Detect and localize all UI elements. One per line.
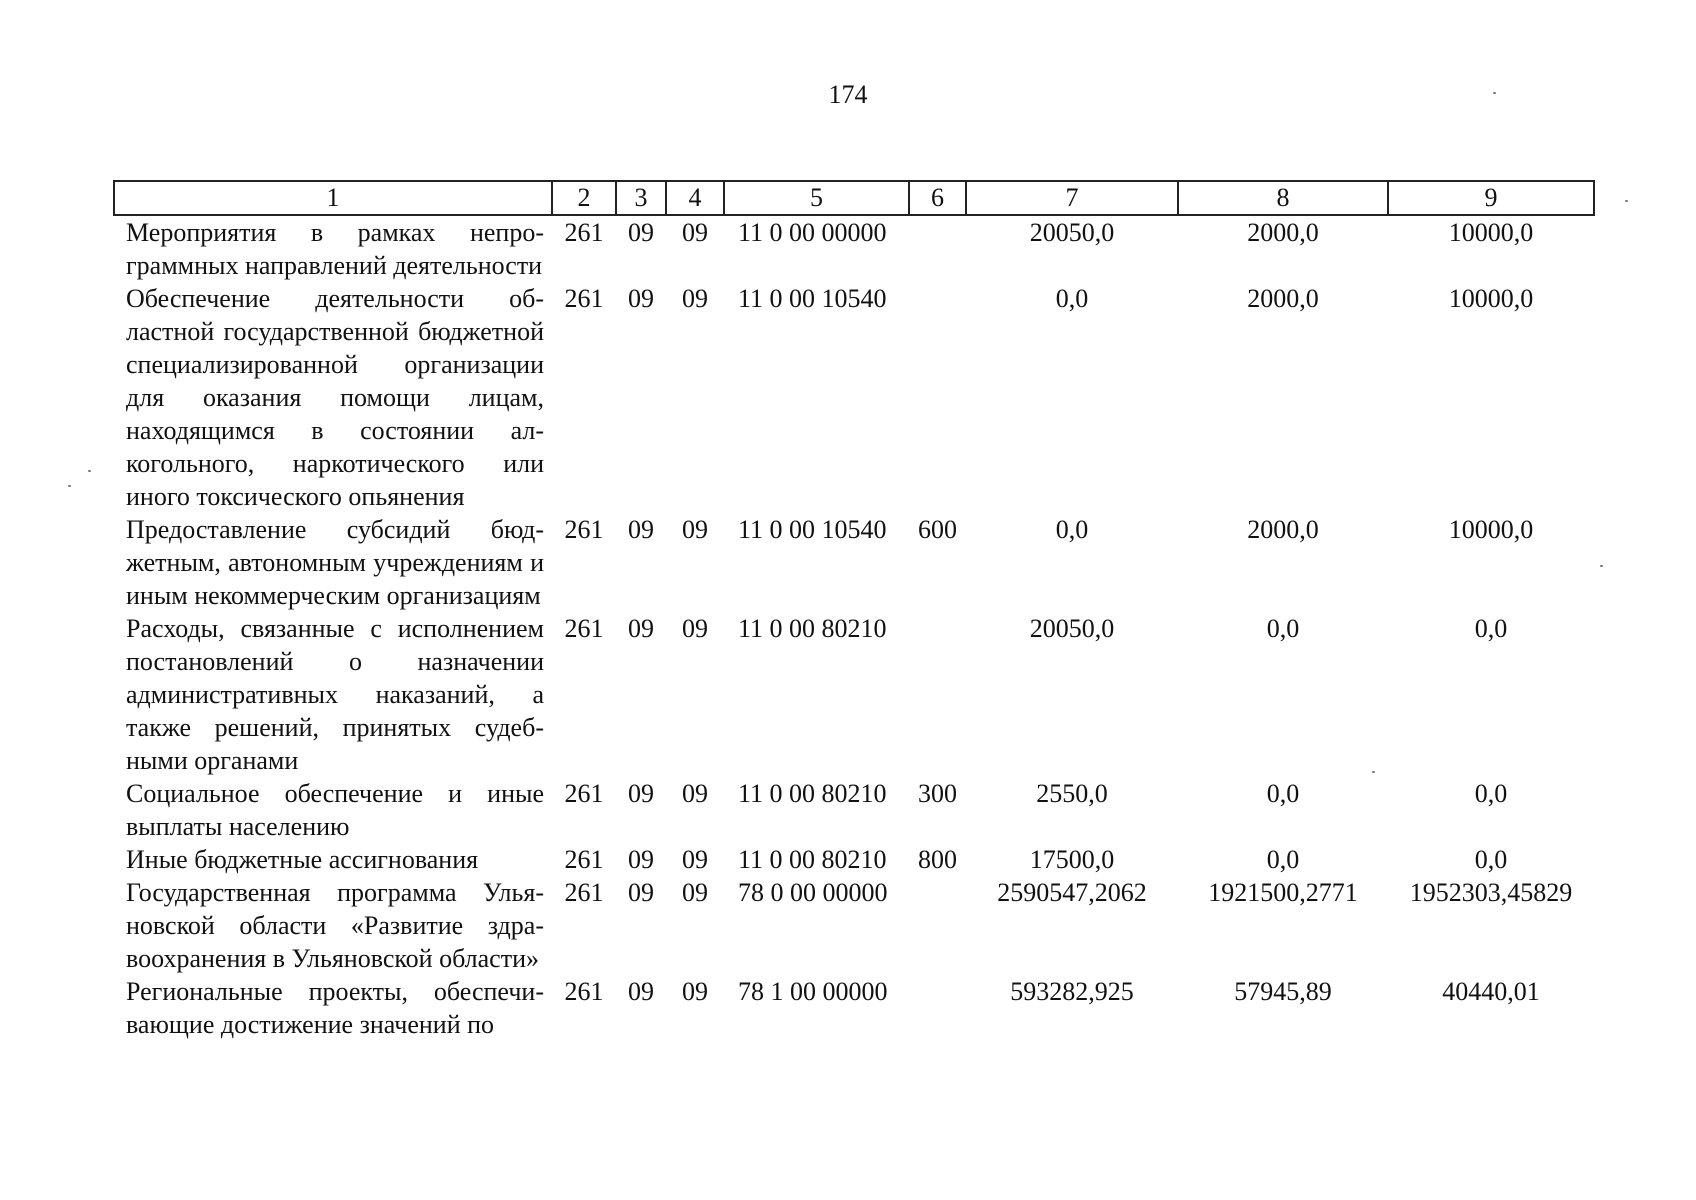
row-name: Расходы, связанные с исполнением постановлений о назначении административных наказаний, а также решений, принятых судебными органами [126,614,544,775]
row-amount-col8: 0,0 [1266,614,1300,643]
row-amount-col9: 10000,0 [1448,515,1534,544]
row-amount-col7: 2590547,2062 [997,878,1147,907]
row-expense-type [909,876,966,975]
table-row [114,215,1594,282]
row-target-code: 78 0 00 00000 [738,878,888,907]
scan-speck [88,470,91,472]
row-expense-type: 300 [918,779,957,808]
row-amount-col8: 1921500,2771 [1208,878,1358,907]
header-col-9: 9 [1388,181,1594,215]
row-section: 09 [628,218,654,247]
row-ministry-code: 261 [564,977,604,1006]
row-amount-col7: 593282,925 [1010,977,1134,1006]
row-subsection: 09 [682,845,708,874]
table-header [114,181,1594,215]
table-row [114,777,1594,843]
row-amount-col8: 2000,0 [1247,284,1319,313]
header-col-4: 4 [666,181,724,215]
row-ministry-code: 261 [564,878,604,907]
row-amount-col9: 40440,01 [1442,977,1540,1006]
scan-speck [1625,200,1628,202]
row-section: 09 [628,515,654,544]
row-name: Региональные проекты, обеспечивающие достижение значений по [126,977,544,1039]
row-ministry-code: 261 [564,614,604,643]
header-col-3: 3 [616,181,666,215]
row-expense-type [909,282,966,513]
row-expense-type: 800 [918,845,957,874]
budget-table [113,180,1595,1041]
row-expense-type [909,215,966,282]
table-row [114,513,1594,612]
row-subsection: 09 [682,779,708,808]
row-amount-col8: 0,0 [1266,845,1300,874]
row-name: Обеспечение деятельности областной государственной бюджетной специализированной организации для оказания помощи лицам, находящимся в состоянии алкогольного, наркотического или иного токсического опьянения [126,284,544,511]
row-name: Мероприятия в рамках непрограммных направлений деятельности [126,218,544,280]
row-target-code: 11 0 00 80210 [738,614,887,643]
row-target-code: 11 0 00 10540 [738,515,887,544]
row-ministry-code: 261 [564,284,604,313]
row-subsection: 09 [682,878,708,907]
row-subsection: 09 [682,284,708,313]
row-amount-col7: 0,0 [1055,284,1089,313]
row-expense-type [909,612,966,777]
row-section: 09 [628,977,654,1006]
row-amount-col7: 20050,0 [1029,218,1115,247]
row-ministry-code: 261 [564,218,604,247]
scan-speck [1372,771,1375,773]
row-amount-col9: 10000,0 [1448,218,1534,247]
header-col-7: 7 [966,181,1178,215]
row-ministry-code: 261 [564,515,604,544]
table-row [114,876,1594,975]
table-row [114,612,1594,777]
row-subsection: 09 [682,977,708,1006]
table-row [114,843,1594,876]
row-amount-col9: 1952303,45829 [1409,878,1573,907]
header-row [114,181,1594,215]
row-target-code: 78 1 00 00000 [738,977,888,1006]
row-amount-col9: 0,0 [1474,614,1508,643]
row-section: 09 [628,614,654,643]
row-target-code: 11 0 00 10540 [738,284,887,313]
row-amount-col7: 0,0 [1055,515,1089,544]
row-section: 09 [628,779,654,808]
row-amount-col9: 10000,0 [1448,284,1534,313]
row-amount-col8: 2000,0 [1247,218,1319,247]
table-row [114,282,1594,513]
row-amount-col7: 20050,0 [1029,614,1115,643]
row-amount-col9: 0,0 [1474,845,1508,874]
scan-speck [1600,565,1603,567]
table-body [114,215,1594,1041]
page-number: 174 [828,80,868,109]
header-col-6: 6 [909,181,966,215]
row-amount-col8: 2000,0 [1247,515,1319,544]
row-target-code: 11 0 00 80210 [738,779,887,808]
table-row [114,975,1594,1041]
row-subsection: 09 [682,218,708,247]
header-col-1: 1 [114,181,552,215]
row-ministry-code: 261 [564,845,604,874]
row-name: Иные бюджетные ассигнования [126,845,479,874]
row-target-code: 11 0 00 80210 [738,845,887,874]
row-section: 09 [628,284,654,313]
row-name: Предоставление субсидий бюджетным, автономным учреждениям и иным некоммерческим организациям [126,515,544,610]
row-amount-col9: 0,0 [1474,779,1508,808]
row-target-code: 11 0 00 00000 [738,218,887,247]
row-subsection: 09 [682,515,708,544]
row-amount-col8: 57945,89 [1234,977,1332,1006]
row-expense-type: 600 [918,515,957,544]
header-col-2: 2 [552,181,616,215]
row-section: 09 [628,845,654,874]
header-col-5: 5 [724,181,909,215]
row-subsection: 09 [682,614,708,643]
row-name: Социальное обеспечение и иные выплаты населению [126,779,544,841]
row-amount-col8: 0,0 [1266,779,1300,808]
row-amount-col7: 2550,0 [1036,779,1108,808]
scan-speck [68,485,71,487]
row-expense-type [909,975,966,1041]
row-ministry-code: 261 [564,779,604,808]
row-section: 09 [628,878,654,907]
header-col-8: 8 [1178,181,1388,215]
row-name: Государственная программа Ульяновской области «Развитие здравоохранения в Ульяновской области» [126,878,544,973]
row-amount-col7: 17500,0 [1029,845,1115,874]
scan-speck [1493,92,1496,94]
